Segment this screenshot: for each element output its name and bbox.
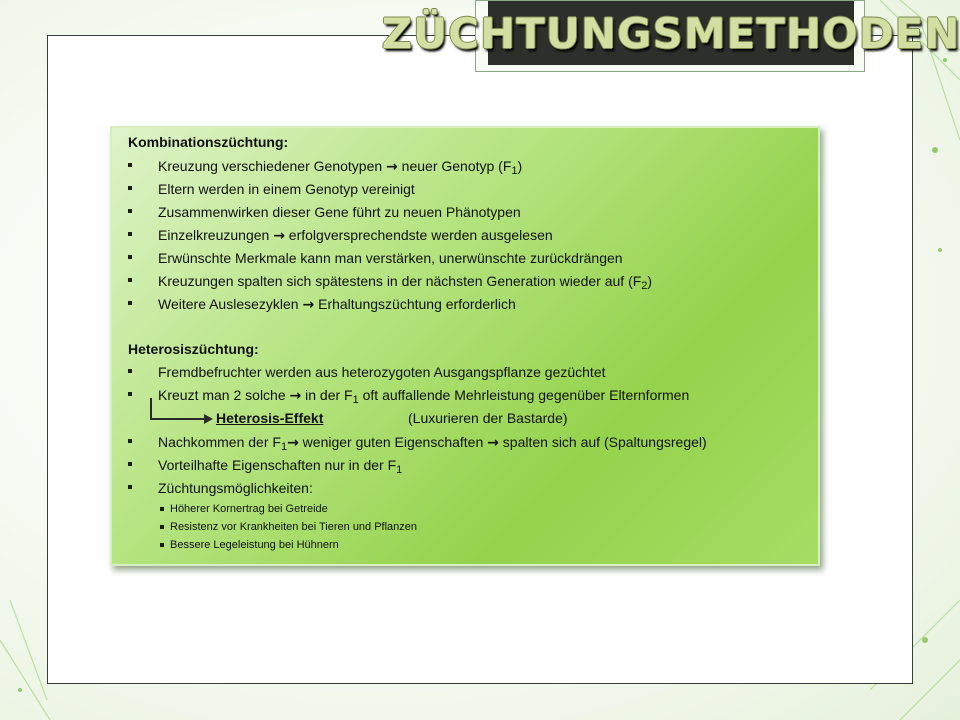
bullet-icon: [128, 186, 132, 190]
title-box: [381, 0, 960, 72]
bullet-icon: [128, 485, 132, 489]
bullet-icon: [128, 462, 132, 466]
arrow-right-icon: [204, 414, 213, 424]
bullet-icon: [128, 439, 132, 443]
bullet-icon: [128, 301, 132, 305]
arrow-right-icon: →: [273, 228, 285, 244]
bullet-icon: [128, 255, 132, 259]
bullet-icon: [128, 369, 132, 373]
arrow-right-icon: →: [302, 297, 315, 313]
bullet-icon: [160, 507, 164, 511]
elbow-connector: [150, 398, 210, 420]
content-box: Kombinationszüchtung: Kreuzung verschiedener Genotypen → neuer Genotyp $(F_1)$ Eltern werden in einem Genotyp vereinigt Zusammenwirken dieser Gene führt zu neuen Phänotypen Einzelkreuzungen → erfolgversprechendste werden ausgelesen Erwünschte Merkmale kann man verstärken, unerwünschte zurückdrängen Kreuzungen spalten sich spätestens in der nächsten Generation wieder auf $(F_2)$ Weitere Auslesezyklen → Erhaltungszüchtung erforderlich Heterosiszüchtung: Fremdbefruchter werden aus heterozygoten Ausgangspflanze gezüchtet Kreuzt man 2 solche → in der $F_1$ oft auffallende Mehrleistung gegenüber Elternformen Heterosis-Effekt (Luxurieren der Bastarde) Nachkommen der $F_1\to$ weniger guten Eigenschaften → spalten sich auf (Spaltungsregel) Vorteilhafte Eigenschaften nur in der $F_1$ Züchtungsmöglichkeiten: Höherer Kornertrag bei Getreide Resistenz vor Krankheiten bei Tieren und Pflanzen Bessere Legeleistung bei Hühnern: [110, 126, 820, 566]
section-heading-kombination: Kombinationszüchtung:: [128, 134, 289, 150]
section-heading-heterosis: Heterosiszüchtung:: [128, 341, 259, 357]
arrow-right-icon: →: [287, 435, 299, 451]
bullet-icon: [128, 163, 132, 167]
heterosis-effect-label: Heterosis-Effekt: [216, 410, 324, 426]
bullet-icon: [128, 278, 132, 282]
slide-title: ZÜCHTUNGSMETHODEN: [381, 8, 960, 58]
bullet-icon: [128, 392, 132, 396]
arrow-right-icon: →: [386, 159, 398, 175]
title-banner: [381, 1, 960, 65]
bullet-icon: [128, 209, 132, 213]
arrow-right-icon: →: [289, 388, 302, 404]
bullet-icon: [160, 525, 164, 529]
heterosis-effect-description: (Luxurieren der Bastarde): [408, 410, 568, 426]
bullet-icon: [128, 232, 132, 236]
arrow-right-icon: →: [487, 435, 499, 451]
bullet-icon: [160, 543, 164, 547]
